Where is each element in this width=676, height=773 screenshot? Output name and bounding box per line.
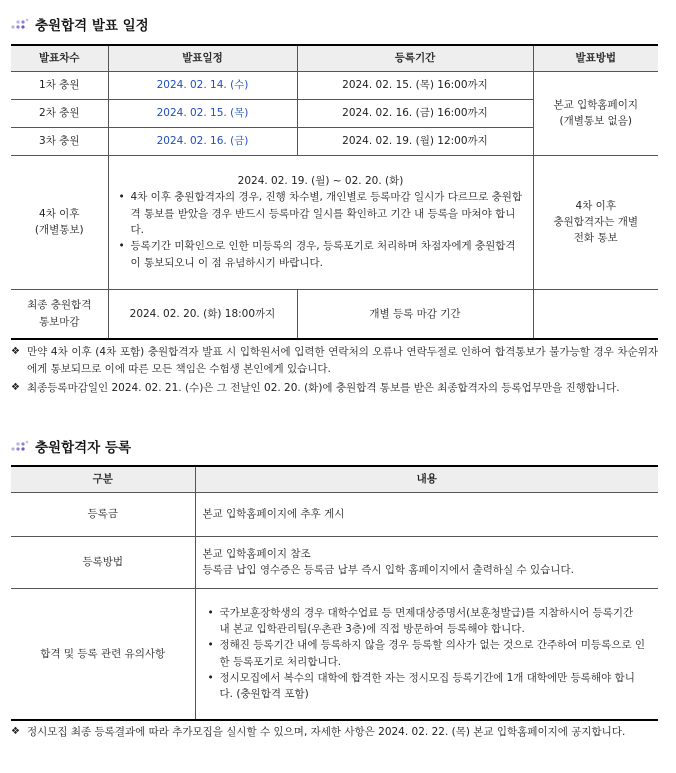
round-cell: 3차 충원 <box>11 127 108 155</box>
section-title-schedule <box>10 14 149 34</box>
announce-date-cell: 2024. 02. 20. (화) 18:00까지 <box>108 289 297 339</box>
round-line: 최종 충원합격 <box>27 299 92 312</box>
register-period-cell: 2024. 02. 15. (목) 16:00까지 <box>297 71 533 99</box>
section-title-registration <box>10 436 131 456</box>
method-cell <box>533 289 658 339</box>
dotted-arrow-icon <box>10 440 30 452</box>
table-row <box>11 588 658 720</box>
method-line: 4차 이후 <box>575 199 616 212</box>
section-title-text: 충원합격 발표 일정 <box>35 18 149 34</box>
header-round: 발표차수 <box>11 45 108 71</box>
content-line: 등록금 납입 영수증은 등록금 납부 즉시 입학 홈페이지에서 출력하실 수 있습니다. <box>202 564 574 576</box>
date-range: 2024. 02. 19. (월) ~ 02. 20. (화) <box>237 175 404 188</box>
category-cell: 합격 및 등록 관련 유의사항 <box>11 588 195 720</box>
diamond-bullet-icon: ❖ <box>11 382 20 393</box>
round-line: 통보마감 <box>38 315 80 328</box>
list-item: • 정시모집에서 복수의 대학에 합격한 자는 정시모집 등록기간에 1개 대학에만 등록해야 합니다. (충원합격 포함) <box>206 670 647 703</box>
list-item: • 정해진 등록기간 내에 등록하지 않을 경우 등록할 의사가 없는 것으로 간주하여 미등록으로 인한 등록포기로 처리합니다. <box>206 637 647 670</box>
round4-bullets <box>117 189 525 270</box>
section-title-text: 충원합격자 등록 <box>35 440 131 456</box>
method-line: 전화 통보 <box>573 232 618 245</box>
table-row <box>11 155 658 289</box>
content-cell <box>195 536 658 588</box>
category-cell: 등록방법 <box>11 536 195 588</box>
header-category: 구분 <box>11 466 195 492</box>
method-cell <box>533 71 658 155</box>
note <box>11 344 658 378</box>
method-line: (개별통보 없음) <box>559 115 632 127</box>
table-row <box>11 536 658 588</box>
register-period-cell: 2024. 02. 16. (금) 16:00까지 <box>297 99 533 127</box>
note <box>11 380 658 397</box>
round-cell: 2차 충원 <box>11 99 108 127</box>
announce-date-cell: 2024. 02. 15. (목) <box>108 99 297 127</box>
list-item: • 국가보훈장학생의 경우 대학수업료 등 면제대상증명서(보훈청발급)를 지참하시어 등록기간 내 본교 입학관리팀(우촌관 3층)에 직접 방문하여 등록해야 합니다. <box>206 605 647 638</box>
method-line: 충원합격자는 개별 <box>553 215 638 228</box>
table-row <box>11 289 658 339</box>
content-cell: 본교 입학홈페이지에 추후 게시 <box>195 492 658 536</box>
list-item: • 4차 이후 충원합격자의 경우, 진행 차수별, 개인별로 등록마감 일시가 다르므로 충원합격 통보를 받았을 경우 반드시 등록마감 일시를 확인하고 기간 내 등록을 마쳐야 합니다. <box>117 189 525 238</box>
round-line: (개별통보) <box>34 224 84 236</box>
method-cell <box>533 155 658 289</box>
category-cell: 등록금 <box>11 492 195 536</box>
header-period: 등록기간 <box>297 45 533 71</box>
round-cell <box>11 289 108 339</box>
method-line: 본교 입학홈페이지 <box>553 98 638 111</box>
note-text: 최종등록마감일인 2024. 02. 21. (수)은 그 전날인 02. 20. (화)에 충원합격 통보를 받은 최종합격자의 등록업무만을 진행합니다. <box>27 382 620 394</box>
content-cell <box>195 588 658 720</box>
note-text: 만약 4차 이후 (4차 포함) 충원합격자 발표 시 입학원서에 입력한 연락처의 오류나 연락두절로 인하여 합격통보가 불가능할 경우 차순위자에게 통보되므로 이에 따른 모든 책임은 수험생 본인에게 있습니다. <box>27 346 658 375</box>
round-cell <box>11 155 108 289</box>
list-item: • 등록기간 미확인으로 인한 미등록의 경우, 등록포기로 처리하며 차점자에게 충원합격이 통보되오니 이 점 유념하시기 바랍니다. <box>117 238 525 271</box>
round-line: 4차 이후 <box>39 207 80 220</box>
round4-detail-cell <box>108 155 533 289</box>
announce-date-cell: 2024. 02. 16. (금) <box>108 127 297 155</box>
table-row <box>11 492 658 536</box>
schedule-table <box>11 44 658 340</box>
content-line: 본교 입학홈페이지 참조 <box>202 547 311 560</box>
register-period-cell: 2024. 02. 19. (월) 12:00까지 <box>297 127 533 155</box>
note-text: 정시모집 최종 등록결과에 따라 추가모집을 실시할 수 있으며, 자세한 사항은 2024. 02. 22. (목) 본교 입학홈페이지에 공지합니다. <box>27 726 626 738</box>
caution-bullets <box>206 605 647 703</box>
register-period-cell: 개별 등록 마감 기간 <box>297 289 533 339</box>
dotted-arrow-icon <box>10 18 30 30</box>
diamond-bullet-icon: ❖ <box>11 726 20 737</box>
registration-table <box>11 465 658 721</box>
header-method: 발표방법 <box>533 45 658 71</box>
header-date: 발표일정 <box>108 45 297 71</box>
header-content: 내용 <box>195 466 658 492</box>
round-cell: 1차 충원 <box>11 71 108 99</box>
table-row <box>11 71 658 99</box>
announce-date-cell: 2024. 02. 14. (수) <box>108 71 297 99</box>
diamond-bullet-icon: ❖ <box>11 346 20 357</box>
note <box>11 724 658 741</box>
